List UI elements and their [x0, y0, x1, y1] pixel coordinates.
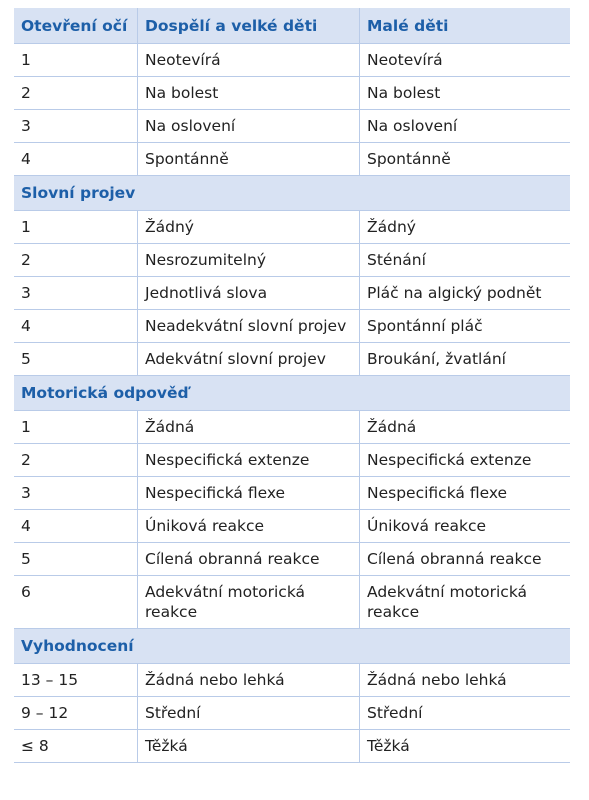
section-header-verbal	[14, 176, 570, 211]
glasgow-coma-scale-table-container	[14, 8, 570, 763]
table-row	[14, 730, 570, 763]
table-row	[14, 310, 570, 343]
score-cell: 2	[14, 244, 137, 277]
child-cell: Neotevírá	[359, 44, 570, 77]
table-row	[14, 44, 570, 77]
child-cell: Žádná	[359, 411, 570, 444]
score-cell: 1	[14, 211, 137, 244]
adult-cell: Těžká	[137, 730, 359, 763]
adult-cell: Spontánně	[137, 143, 359, 176]
adult-cell: Na oslovení	[137, 110, 359, 143]
table-row	[14, 110, 570, 143]
score-cell: 4	[14, 510, 137, 543]
child-cell: Na bolest	[359, 77, 570, 110]
adult-cell: Adekvátní slovní projev	[137, 343, 359, 376]
child-cell: Střední	[359, 697, 570, 730]
child-cell: Spontánní pláč	[359, 310, 570, 343]
section-title: Vyhodnocení	[14, 629, 570, 664]
child-cell: Broukání, žvatlání	[359, 343, 570, 376]
header-eye-opening: Otevření očí	[14, 8, 137, 44]
child-cell: Žádný	[359, 211, 570, 244]
score-cell: 2	[14, 444, 137, 477]
header-adults: Dospělí a velké děti	[137, 8, 359, 44]
score-cell: 9 – 12	[14, 697, 137, 730]
score-cell: 6	[14, 576, 137, 629]
score-cell: ≤ 8	[14, 730, 137, 763]
adult-cell: Nesrozumitelný	[137, 244, 359, 277]
table-row	[14, 543, 570, 576]
table-row	[14, 510, 570, 543]
table-row	[14, 477, 570, 510]
score-cell: 4	[14, 310, 137, 343]
child-cell: Pláč na algický podnět	[359, 277, 570, 310]
table-header-row	[14, 8, 570, 44]
score-cell: 3	[14, 277, 137, 310]
score-cell: 5	[14, 343, 137, 376]
adult-cell: Cílená obranná reakce	[137, 543, 359, 576]
table-row	[14, 211, 570, 244]
score-cell: 5	[14, 543, 137, 576]
child-cell: Adekvátní motorická reakce	[359, 576, 570, 629]
adult-cell: Nespecifická flexe	[137, 477, 359, 510]
adult-cell: Jednotlivá slova	[137, 277, 359, 310]
adult-cell: Úniková reakce	[137, 510, 359, 543]
adult-cell: Neotevírá	[137, 44, 359, 77]
table-row	[14, 697, 570, 730]
child-cell: Úniková reakce	[359, 510, 570, 543]
child-cell: Těžká	[359, 730, 570, 763]
adult-cell: Žádná	[137, 411, 359, 444]
child-cell: Spontánně	[359, 143, 570, 176]
child-cell: Cílená obranná reakce	[359, 543, 570, 576]
table-row	[14, 576, 570, 629]
table-row	[14, 277, 570, 310]
child-cell: Na oslovení	[359, 110, 570, 143]
table-row	[14, 244, 570, 277]
section-header-motor	[14, 376, 570, 411]
adult-cell: Nespecifická extenze	[137, 444, 359, 477]
score-cell: 13 – 15	[14, 664, 137, 697]
adult-cell: Žádný	[137, 211, 359, 244]
header-small-children: Malé děti	[359, 8, 570, 44]
score-cell: 3	[14, 477, 137, 510]
table-row	[14, 411, 570, 444]
table-row	[14, 664, 570, 697]
score-cell: 1	[14, 44, 137, 77]
adult-cell: Neadekvátní slovní projev	[137, 310, 359, 343]
adult-cell: Na bolest	[137, 77, 359, 110]
child-cell: Nespecifická flexe	[359, 477, 570, 510]
section-title: Motorická odpověď	[14, 376, 570, 411]
section-title: Slovní projev	[14, 176, 570, 211]
child-cell: Sténání	[359, 244, 570, 277]
score-cell: 4	[14, 143, 137, 176]
adult-cell: Žádná nebo lehká	[137, 664, 359, 697]
table-row	[14, 444, 570, 477]
section-header-evaluation	[14, 629, 570, 664]
score-cell: 1	[14, 411, 137, 444]
adult-cell: Střední	[137, 697, 359, 730]
score-cell: 3	[14, 110, 137, 143]
adult-cell: Adekvátní motorická reakce	[137, 576, 359, 629]
table-row	[14, 343, 570, 376]
child-cell: Žádná nebo lehká	[359, 664, 570, 697]
table-row	[14, 143, 570, 176]
table-row	[14, 77, 570, 110]
score-cell: 2	[14, 77, 137, 110]
glasgow-coma-scale-table	[14, 8, 570, 763]
child-cell: Nespecifická extenze	[359, 444, 570, 477]
